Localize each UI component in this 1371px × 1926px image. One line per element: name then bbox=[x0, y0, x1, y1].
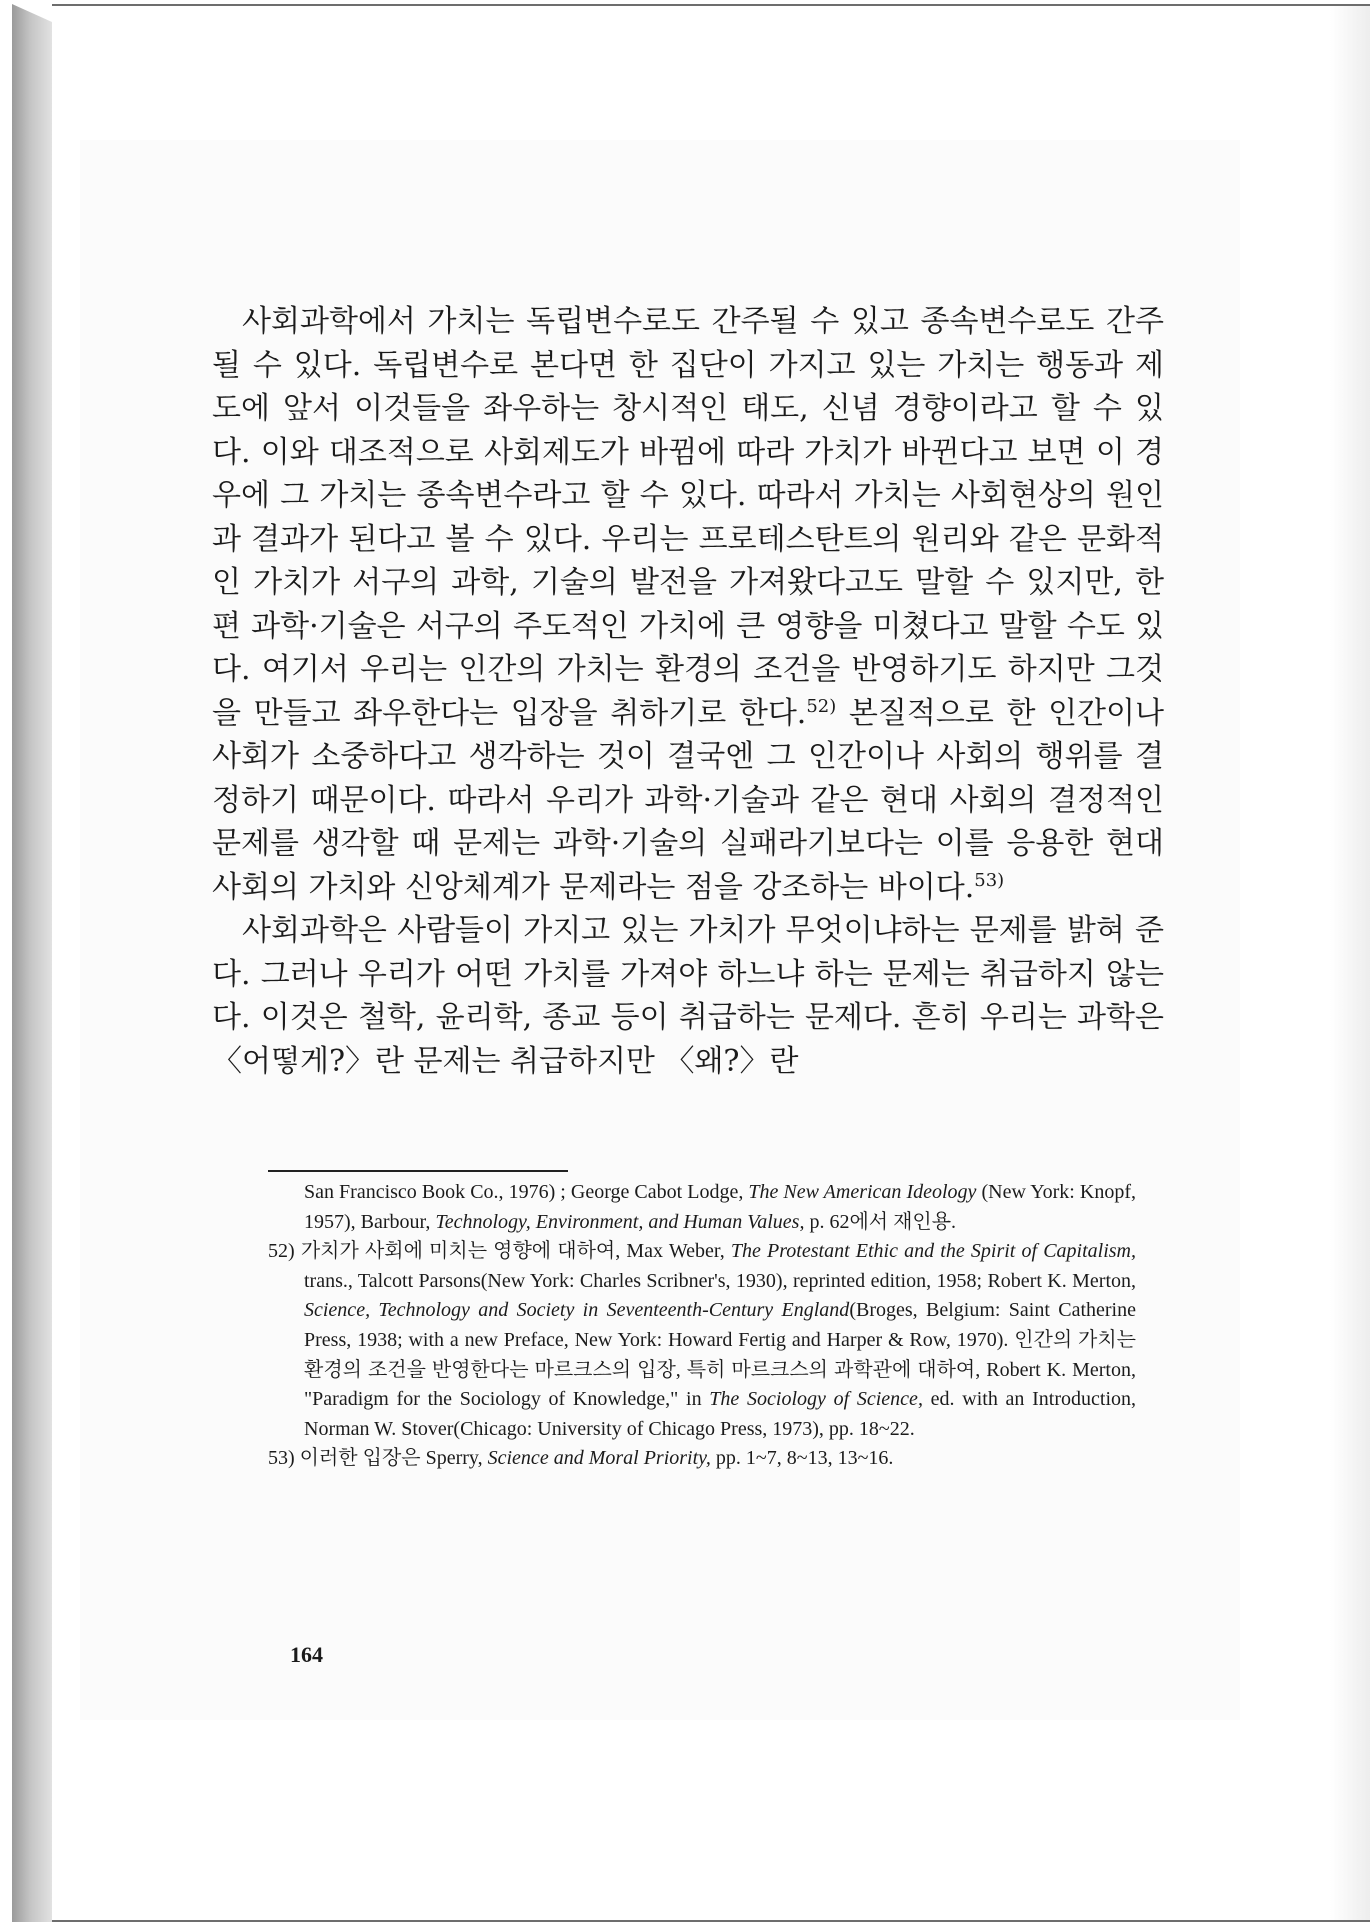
footnote-ref-53: 53) bbox=[974, 869, 1005, 891]
footnote-number: 52) bbox=[268, 1240, 295, 1263]
footnote-title: The New American Ideology bbox=[748, 1181, 977, 1203]
footnote-title: The Protestant Ethic and the Spirit of Capitalism, bbox=[730, 1240, 1136, 1263]
footnote-title: Science, Technology and Society in Seventeenth-Century England bbox=[304, 1299, 850, 1322]
footnote-text: (Broges, Belgium: Saint Catherine Press, 1938; with a new Preface, New York: Howard Fertig and Harper & Row, 1970). 인간의 가치는 환경의 조건을 반영한다는 마르크스의 입장, 특히 마르크스의 과학관에 대하여, Robert K. Merton, "Paradigm for the Sociology of Knowledge," in bbox=[304, 1299, 1136, 1411]
paragraph-1 bbox=[212, 300, 1164, 909]
footnote-title: Technology, Environment, and Human Values, bbox=[435, 1210, 805, 1233]
paragraph-1-text: 사회과학에서 가치는 독립변수로도 간주될 수 있고 종속변수로도 간주될 수 있다. 독립변수로 본다면 한 집단이 가지고 있는 가치는 행동과 제도에 앞서 이것들을 좌우하는 창시적인 태도, 신념 경향이라고 할 수 있다. 이와 대조적으로 사회제도가 바뀜에 따라 가치가 바뀐다고 보면 이 경우에 그 가치는 종속변수라고 할 수 있다. 따라서 가치는 사회현상의 원인과 결과가 된다고 볼 수 있다. 우리는 프로테스탄트의 원리와 같은 문화적인 가치가 서구의 과학, 기술의 발전을 가져왔다고도 말할 수 있지만, 한편 과학·기술은 서구의 주도적인 가치에 큰 영향을 미쳤다고 말할 수도 있다. 여기서 우리는 인간의 가치는 환경의 조건을 반영하기도 하지만 그것을 만들고 좌우한다는 입장을 취하기로 한다. bbox=[212, 304, 1164, 731]
footnote-52 bbox=[268, 1237, 1136, 1444]
footnote-number: 53) bbox=[268, 1447, 295, 1470]
footnote-text: 이러한 입장은 Sperry, bbox=[299, 1447, 488, 1470]
main-text bbox=[212, 300, 1164, 1083]
footnote-text: San Francisco Book Co., 1976) ; George Cabot Lodge, bbox=[304, 1181, 749, 1203]
footnote-text: 가치가 사회에 미치는 영향에 대하여, Max Weber, bbox=[300, 1240, 731, 1263]
footnote-text: ed. with an Introduction, Norman W. Stover(Chicago: University of Chicago Press, 1973), pp. 18~22. bbox=[304, 1388, 1137, 1440]
paragraph-2: 사회과학은 사람들이 가지고 있는 가치가 무엇이냐하는 문제를 밝혀 준다. 그러나 우리가 어떤 가치를 가져야 하느냐 하는 문제는 취급하지 않는다. 이것은 철학, 윤리학, 종교 등이 취급하는 문제다. 흔히 우리는 과학은 〈어떻게?〉란 문제는 취급하지만 〈왜?〉란 bbox=[212, 913, 1164, 1079]
footnote-ref-52: 52) bbox=[806, 695, 837, 717]
footnotes bbox=[268, 1178, 1136, 1474]
book-spine bbox=[12, 4, 52, 1922]
page-edge-shade bbox=[1330, 6, 1370, 1920]
page-number: 164 bbox=[290, 1642, 323, 1667]
paragraph-1-continued: 본질적으로 한 인간이나 사회가 소중하다고 생각하는 것이 결국엔 그 인간이나 사회의 행위를 결정하기 때문이다. 따라서 우리가 과학·기술과 같은 현대 사회의 결정적인 문제를 생각할 때 문제는 과학·기술의 실패라기보다는 이를 응용한 현대 사회의 가치와 신앙체계가 문제라는 점을 강조하는 바이다. bbox=[212, 695, 1164, 905]
footnote-text: (New York: Knopf, 1957), Barbour, bbox=[304, 1181, 1137, 1233]
footnote-text: p. 62에서 재인용. bbox=[804, 1210, 957, 1233]
footnote-title: The Sociology of Science, bbox=[709, 1388, 923, 1411]
footnote-divider bbox=[268, 1170, 568, 1172]
footnote-53 bbox=[268, 1444, 1136, 1474]
footnote-title: Science and Moral Priority, bbox=[487, 1447, 711, 1470]
footnote-text: pp. 1~7, 8~13, 13~16. bbox=[710, 1447, 894, 1470]
footnote-text: trans., Talcott Parsons(New York: Charles Scribner's, 1930), reprinted edition, 1958; Robert K. Merton, bbox=[304, 1269, 1136, 1292]
footnote-continuation bbox=[268, 1178, 1136, 1237]
